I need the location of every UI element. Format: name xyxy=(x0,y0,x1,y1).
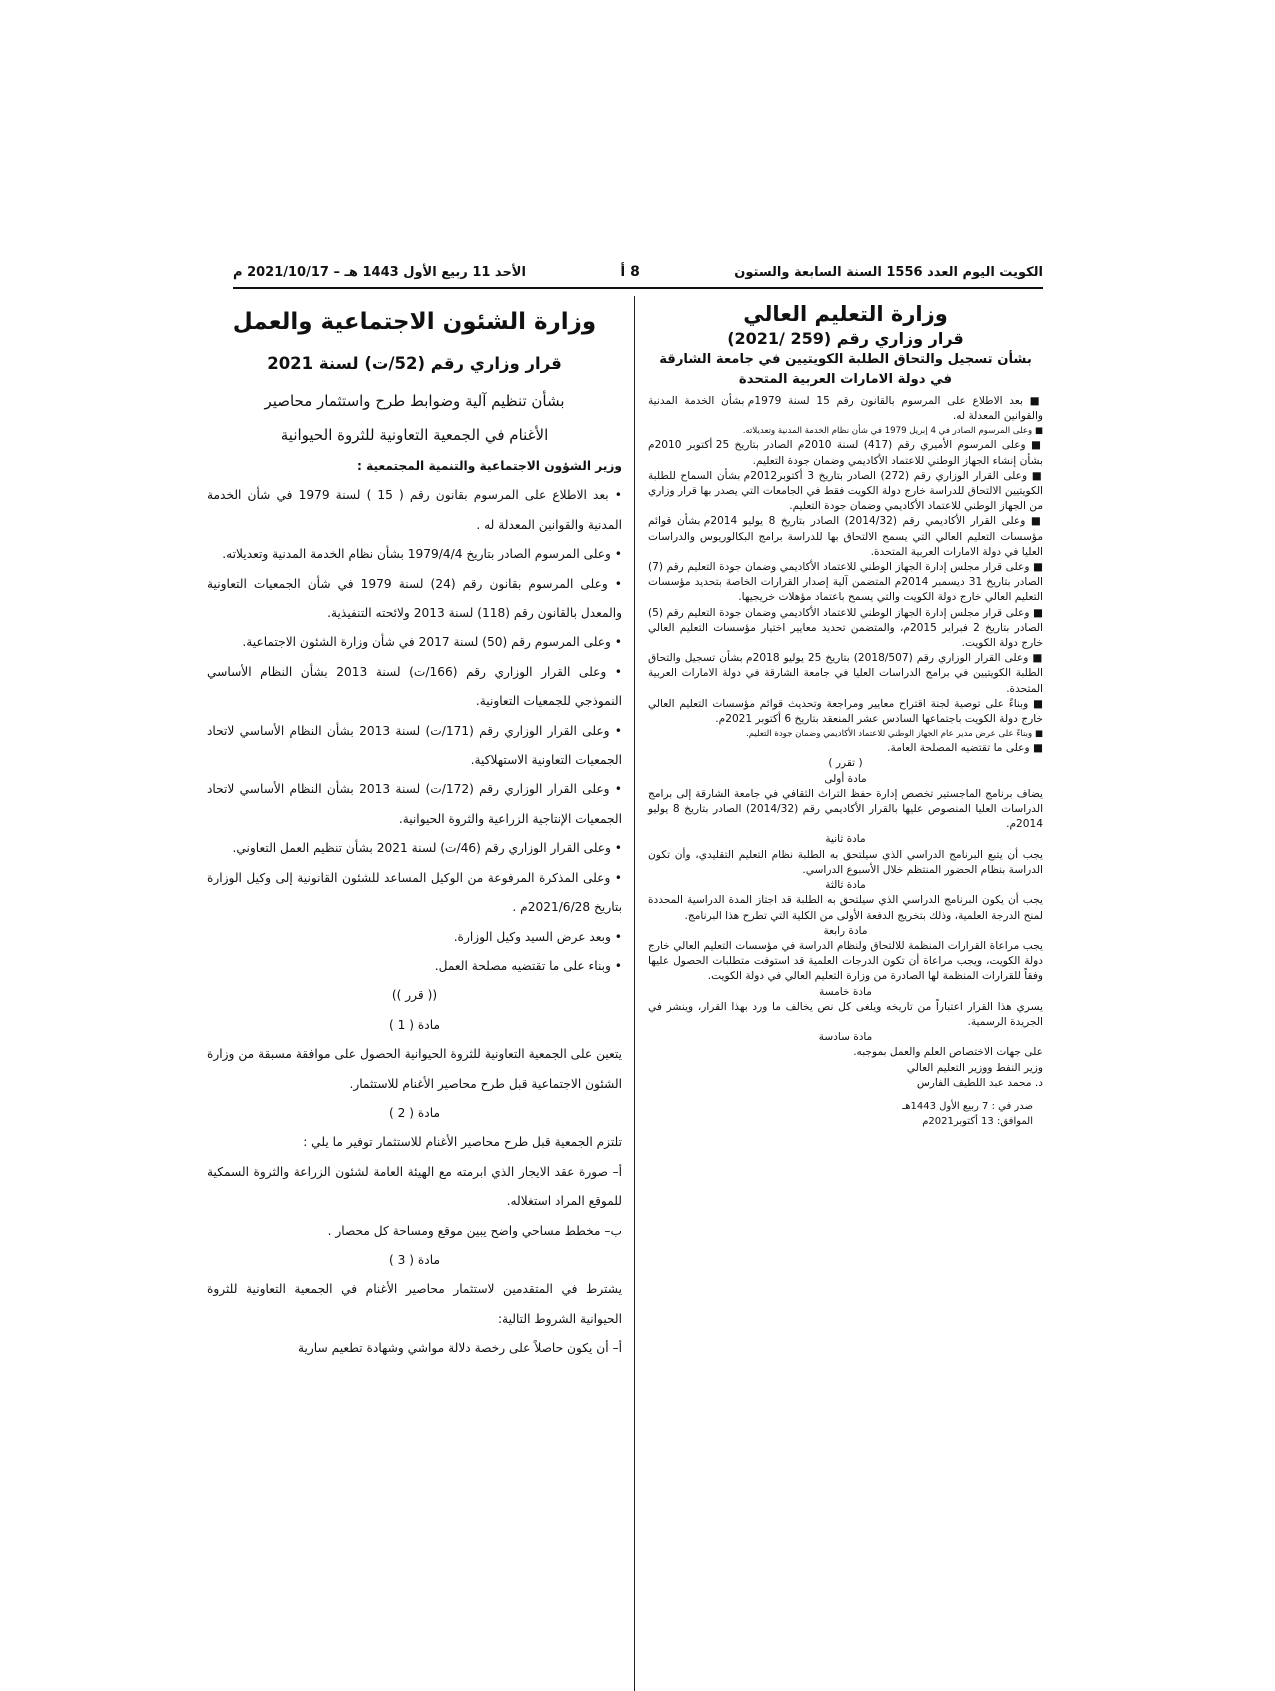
article-title: مادة رابعة xyxy=(823,924,868,937)
recital: ■ وبناءً على عرض مدير عام الجهاز الوطني للاعتماد الأكاديمي وضمان جودة التعليم. xyxy=(745,729,1043,740)
article-title: مادة ( 2 ) xyxy=(389,1105,440,1120)
recital: ■ وبناءً على توصية لجنة اقتراح معايير ومراجعة وتحديث قوائم مؤسسات التعليم العالي خارج دولة الكويت باجتماعها السادس عشر المنعقد بتاريخ 6 أكتوبر 2021م. xyxy=(648,697,1043,726)
article-text: يتعين على الجمعية التعاونية للثروة الحيوانية الحصول على موافقة مسبقة من وزارة الشئون الاجتماعية قبل طرح محاصير الأغنام للاستثمار. xyxy=(207,1047,622,1091)
article-item: أ– أن يكون حاصلاً على رخصة دلالة مواشي وشهادة تطعيم سارية xyxy=(297,1341,622,1356)
article-title: مادة ثانية xyxy=(825,833,866,846)
recital: ■ وعلى القرار الوزاري رقم (2018/507) بتاريخ 25 يوليو 2018م بشأن تسجيل والتحاق الطلبة الكويتيين في برامج الدراسات العليا في جامعة الشارقة في دولة الامارات العربية المتحدة. xyxy=(648,652,1043,695)
recital: • بعد الاطلاع على المرسوم بقانون رقم ( 15 ) لسنة 1979 في شأن الخدمة المدنية والقوانين المعدلة له . xyxy=(207,488,622,532)
recital: ■ وعلى قرار مجلس إدارة الجهاز الوطني للاعتماد الأكاديمي وضمان جودة التعليم رقم (7) الصادر بتاريخ 31 ديسمبر 2014م المتضمن آلية إصدار القرارات الخاصة بتحديد مؤسسات التعليم العالي خارج دولة الكويت والتي يسمح باعتماد مؤهلات خريجيها. xyxy=(648,561,1043,604)
recital: ■ وعلى ما تقتضيه المصلحة العامة. xyxy=(887,742,1043,755)
header-rule xyxy=(233,287,1043,289)
recital: ■ وعلى قرار مجلس إدارة الجهاز الوطني للاعتماد الأكاديمي وضمان جودة التعليم رقم (5) الصادر بتاريخ 2 فبراير 2015م، والمتضمن تحديد معايير اختيار مؤسسات التعليم العالي خارج دولة الكويت. xyxy=(648,606,1044,650)
article-text: يضاف برنامج الماجستير تخصص إدارة حفظ التراث الثقافي في جامعة الشارقة إلى برامج الدراسات العليا المنصوص عليها بالقرار الأكاديمي رقم (2014/32) الصادر بتاريخ 8 يوليو 2014م. xyxy=(648,787,1044,831)
recital: • وعلى القرار الوزاري رقم (46/ت) لسنة 2021 بشأن تنظيم العمل التعاوني. xyxy=(232,841,622,856)
article-text: يجب أن يتبع البرنامج الدراسي الذي سيلتحق به الطلبة نظام التعليم التقليدي، وأن تكون الدراسة بنظام الحضور المنتظم خلال الأسبوع الدراسي. xyxy=(648,848,1043,876)
header-issue: الكويت اليوم العدد 1556 السنة السابعة والستون xyxy=(734,264,1043,280)
recital: • وعلى المرسوم بقانون رقم (24) لسنة 1979 في شأن الجمعيات التعاونية والمعدل بالقانون رقم (118) لسنة 2013 ولائحته التنفيذية. xyxy=(207,576,622,621)
ministry-title: وزارة التعليم العالي xyxy=(743,302,948,326)
article-item: ب– مخطط مساحي واضح يبين موقع ومساحة كل محصار . xyxy=(327,1223,622,1238)
article-title: مادة سادسة xyxy=(818,1031,873,1044)
higher-education-decision xyxy=(648,300,1043,1129)
article-title: مادة ثالثة xyxy=(825,879,866,892)
article-title: مادة ( 1 ) xyxy=(389,1017,440,1032)
recital: • وعلى القرار الوزاري رقم (171/ت) لسنة 2013 بشأن النظام الأساسي لاتحاد الجمعيات التعاونية الاستهلاكية. xyxy=(207,723,622,768)
issue-date-gregorian: الموافق: 13 أكتوبر2021م xyxy=(922,1116,1033,1128)
article-item: أ– صورة عقد الايجار الذي ابرمته مع الهيئة العامة لشئون الزراعة والثروة السمكية للموقع المراد استغلاله. xyxy=(207,1164,622,1209)
decided-heading: ( تقرر ) xyxy=(828,757,863,770)
decision-number: قرار وزاري رقم (259 /2021) xyxy=(727,329,964,348)
ministry-title: وزارة الشئون الاجتماعية والعمل xyxy=(232,309,597,335)
recital: • وعلى المذكرة المرفوعة من الوكيل المساعد للشئون القانونية إلى وكيل الوزارة بتاريخ 2021/6/28م . xyxy=(207,870,622,915)
signatory-title: وزير النفط ووزير التعليم العالي xyxy=(906,1061,1043,1074)
article-text: يشترط في المتقدمين لاستثمار محاصير الأغنام في الجمعية التعاونية للثروة الحيوانية الشروط التالية: xyxy=(207,1282,622,1326)
header-date: الأحد 11 ربيع الأول 1443 هـ – 2021/10/17 م xyxy=(233,264,526,280)
social-affairs-decision xyxy=(207,300,622,1364)
issuer: وزير الشؤون الاجتماعية والتنمية المجتمعية : xyxy=(357,459,622,473)
article-title: مادة ( 3 ) xyxy=(389,1252,440,1267)
issue-date-hijri: صدر في : 7 ربيع الأول 1443هـ xyxy=(902,1100,1033,1112)
decided-heading: (( قرر )) xyxy=(391,988,438,1003)
signatory-name: د. محمد عبد اللطيف الفارس xyxy=(916,1076,1043,1089)
article-title: مادة أولى xyxy=(824,772,867,785)
decision-subject: بشأن تسجيل والتحاق الطلبة الكويتيين في جامعة الشارقة في دولة الامارات العربية المتحدة xyxy=(659,352,1032,387)
article-text: يجب مراعاة القرارات المنظمة للالتحاق ولنظام الدراسة في مؤسسات التعليم العالي خارج دولة الكويت، ويجب مراعاة أن تكون الدرجات العلمية قد استوفت متطلبات الحصول عليها وفقاً للقرارات المنظمة لها الصادرة من وزارة التعليم العالي في دولة الكويت. xyxy=(648,939,1043,983)
recital: • وعلى القرار الوزاري رقم (172/ت) لسنة 2013 بشأن النظام الأساسي لاتحاد الجمعيات الإنتاجية الزراعية والثروة الحيوانية. xyxy=(207,782,622,826)
recital: • وبناء على ما تقتضيه مصلحة العمل. xyxy=(434,958,622,973)
recital: ■ بعد الاطلاع على المرسوم بالقانون رقم 15 لسنة 1979م بشأن الخدمة المدنية والقوانين المعدلة له. xyxy=(648,395,1043,423)
recital: • وبعد عرض السيد وكيل الوزارة. xyxy=(453,929,622,944)
article-text: تلتزم الجمعية قبل طرح محاصير الأغنام للاستثمار توفير ما يلي : xyxy=(303,1135,622,1150)
recital: ■ وعلى المرسوم الصادر في 4 إبريل 1979 في شأن نظام الخدمة المدنية وتعديلاته. xyxy=(742,426,1043,437)
recital: • وعلى المرسوم رقم (50) لسنة 2017 في شأن وزارة الشئون الاجتماعية. xyxy=(242,635,622,650)
article-text: يجب أن يكون البرنامج الدراسي الذي سيلتحق به الطلبة قد اجتاز المدة الدراسية المحددة لمنح الدرجة العلمية، وذلك بتخريج الدفعة الأولى من الكلية التي تطرح هذا البرنامج. xyxy=(648,894,1043,922)
recital: • وعلى القرار الوزاري رقم (166/ت) لسنة 2013 بشأن النظام الأساسي النموذجي للجمعيات التعاونية. xyxy=(207,664,622,709)
article-title: مادة خامسة xyxy=(819,985,872,998)
recital: ■ وعلى القرار الأكاديمي رقم (2014/32) الصادر بتاريخ 8 يوليو 2014م بشأن قوائم مؤسسات التعليم العالي التي يسمح الالتحاق بها للدراسة برامج البكالوريوس والدراسات العليا في دولة الامارات العربية المتحدة. xyxy=(648,515,1043,558)
recital: ■ وعلى المرسوم الأميري رقم (417) لسنة 2010م الصادر بتاريخ 25 أكتوبر 2010م بشأن إنشاء الجهاز الوطني للاعتماد الأكاديمي وضمان جودة التعليم. xyxy=(648,439,1044,467)
decision-number: قرار وزاري رقم (52/ت) لسنة 2021 xyxy=(267,354,562,373)
article-text: يسري هذا القرار اعتباراً من تاريخه ويلغى كل نص يخالف ما ورد بهذا القرار، وينشر في الجريدة الرسمية. xyxy=(648,1000,1043,1028)
decision-subject-line: بشأن تنظيم آلية وضوابط طرح واستثمار محاصير xyxy=(264,392,565,410)
recital: ■ وعلى القرار الوزاري رقم (272) الصادر بتاريخ 3 أكتوبر2012م بشأن السماح للطلبة الكويتيين الالتحاق للدراسة خارج دولة الكويت فقط في الجامعات التي يصدر بها قرار وزاري من الجهاز الوطني للاعتماد الأكاديمي وضمان جودة التعليم. xyxy=(648,469,1043,513)
decision-subject-line: الأغنام في الجمعية التعاونية للثروة الحيوانية xyxy=(280,426,549,444)
recital: • وعلى المرسوم الصادر بتاريخ 1979/4/4 بشأن نظام الخدمة المدنية وتعديلاته. xyxy=(222,547,622,562)
header-page-number: 8 أ xyxy=(620,264,640,280)
page-header xyxy=(233,262,1043,282)
article-text: على جهات الاختصاص العلم والعمل بموجبه. xyxy=(853,1046,1043,1059)
column-divider xyxy=(634,296,635,1691)
